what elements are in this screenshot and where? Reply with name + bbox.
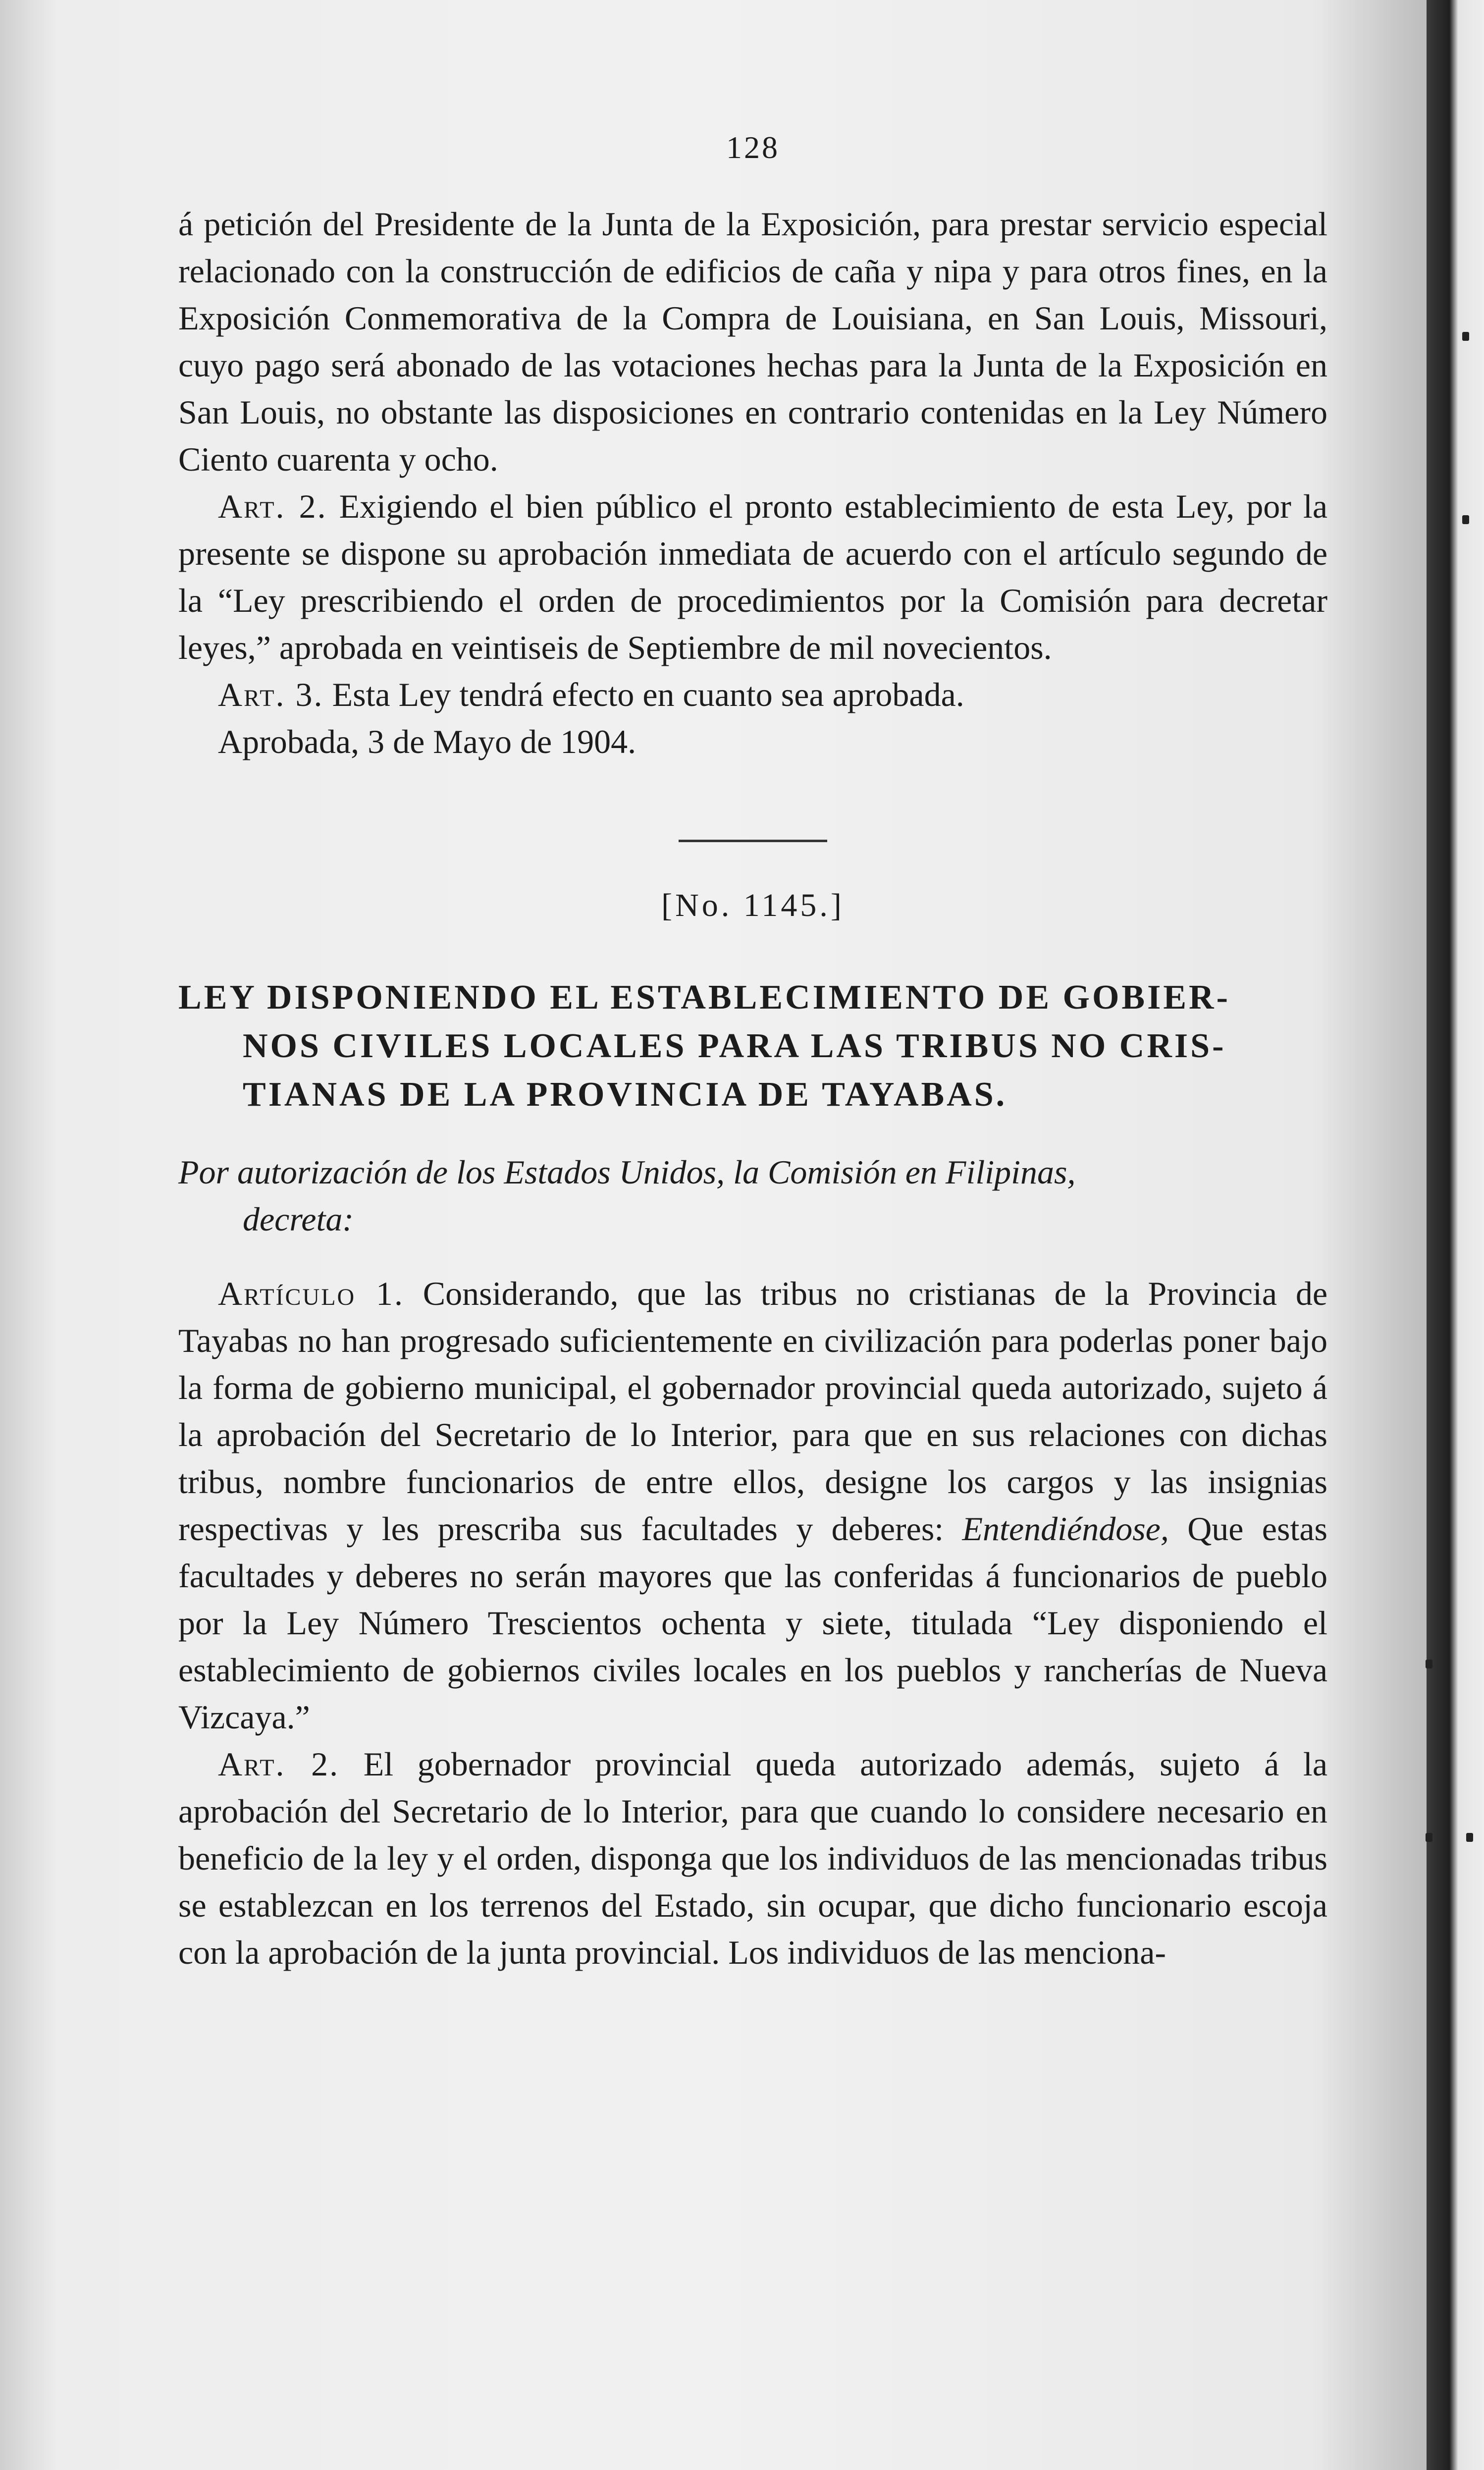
section-divider — [679, 840, 827, 842]
page-number: 128 — [726, 130, 780, 165]
law-article-1-paragraph — [178, 1270, 1327, 1741]
law-article-1-text: Considerando, que las tribus no cristianas de la Provincia de Tayabas no han progresado suficientemente en civilización para poderlas poner bajo la forma de gobierno municipal, el gobernador provincial queda autorizado, sujeto á la aprobación del Secretario de lo Interior, para que en sus relaciones con dichas tribus, nombre funcionarios de entre ellos, designe los cargos y las insignias respectivas y les prescriba sus facultades y deberes: — [178, 1275, 1328, 1548]
book-binding-gutter — [1427, 0, 1484, 2470]
law-title-line-1: LEY DISPONIENDO EL ESTABLECIMIENTO DE GOBIER- — [178, 978, 1230, 1017]
law-title — [178, 973, 1327, 1119]
law-article-2-label: Art. 2. — [218, 1745, 340, 1783]
law-article-1-proviso: Entendiéndose, — [962, 1510, 1169, 1548]
law-article-1-label: Artículo 1. — [218, 1275, 404, 1312]
law-article-1-text-continued: Que estas facultades y deberes no serán mayores que las conferidas á funcionarios de pueblo por la Ley Número Trescientos ochenta y siete, titulada “Ley disponiendo el establecimiento de gobiernos civiles locales en los pueblos y rancherías de Nueva Vizcaya.” — [178, 1510, 1327, 1736]
enacting-clause-line-2: decreta: — [243, 1200, 354, 1238]
law-title-line-3: TIANAS DE LA PROVINCIA DE TAYABAS. — [243, 1075, 1007, 1114]
margin-mark — [1462, 515, 1469, 524]
law-title-line-2: NOS CIVILES LOCALES PARA LAS TRIBUS NO CRIS- — [243, 1027, 1226, 1065]
margin-mark — [1462, 332, 1469, 341]
article-2-label: Art. 2. — [218, 487, 327, 525]
law-article-2-paragraph — [178, 1741, 1327, 1976]
margin-mark — [1426, 1833, 1432, 1842]
article-2-text: Exigiendo el bien público el pronto establecimiento de esta Ley, por la presente se dispone su aprobación inmediata de acuerdo con el artículo segundo de la “Ley prescribiendo el orden de procedimientos por la Comisión para decretar leyes,” aprobada en veintiseis de Septiembre de mil novecientos. — [178, 487, 1327, 666]
enacting-clause — [178, 1149, 1327, 1243]
continuation-paragraph: á petición del Presidente de la Junta de la Exposición, para prestar servicio especial relacionado con la construcción de edificios de caña y nipa y para otros fines, en la Exposición Conmemorativa de la Compra de Louisiana, en San Louis, Missouri, cuyo pago será abonado de las votaciones hechas para la Junta de la Exposición en San Louis, no obstante las disposiciones en contrario contenidas en la Ley Número Ciento cuarenta y ocho. — [178, 205, 1327, 478]
law-article-2-text: El gobernador provincial queda autorizado además, sujeto á la aprobación del Secretario de lo Interior, para que cuando lo considere necesario en beneficio de la ley y el orden, disponga que los individuos de las mencionadas tribus se establezcan en los terrenos del Estado, sin ocupar, que dicho funcionario escoja con la aprobación de la junta provincial. Los individuos de las menciona- — [178, 1745, 1327, 1971]
margin-mark — [1466, 1833, 1473, 1842]
enacting-clause-line-1: Por autorización de los Estados Unidos, la Comisión en Filipinas, — [178, 1153, 1076, 1191]
approval-date: Aprobada, 3 de Mayo de 1904. — [218, 723, 636, 760]
law-number: [No. 1145.] — [661, 887, 845, 923]
page-text — [178, 124, 1327, 1976]
article-3-paragraph — [178, 671, 1327, 718]
article-3-label: Art. 3. — [218, 676, 324, 713]
article-2-paragraph — [178, 483, 1327, 671]
margin-mark — [1426, 1660, 1432, 1668]
article-3-text: Esta Ley tendrá efecto en cuanto sea aprobada. — [332, 676, 964, 713]
